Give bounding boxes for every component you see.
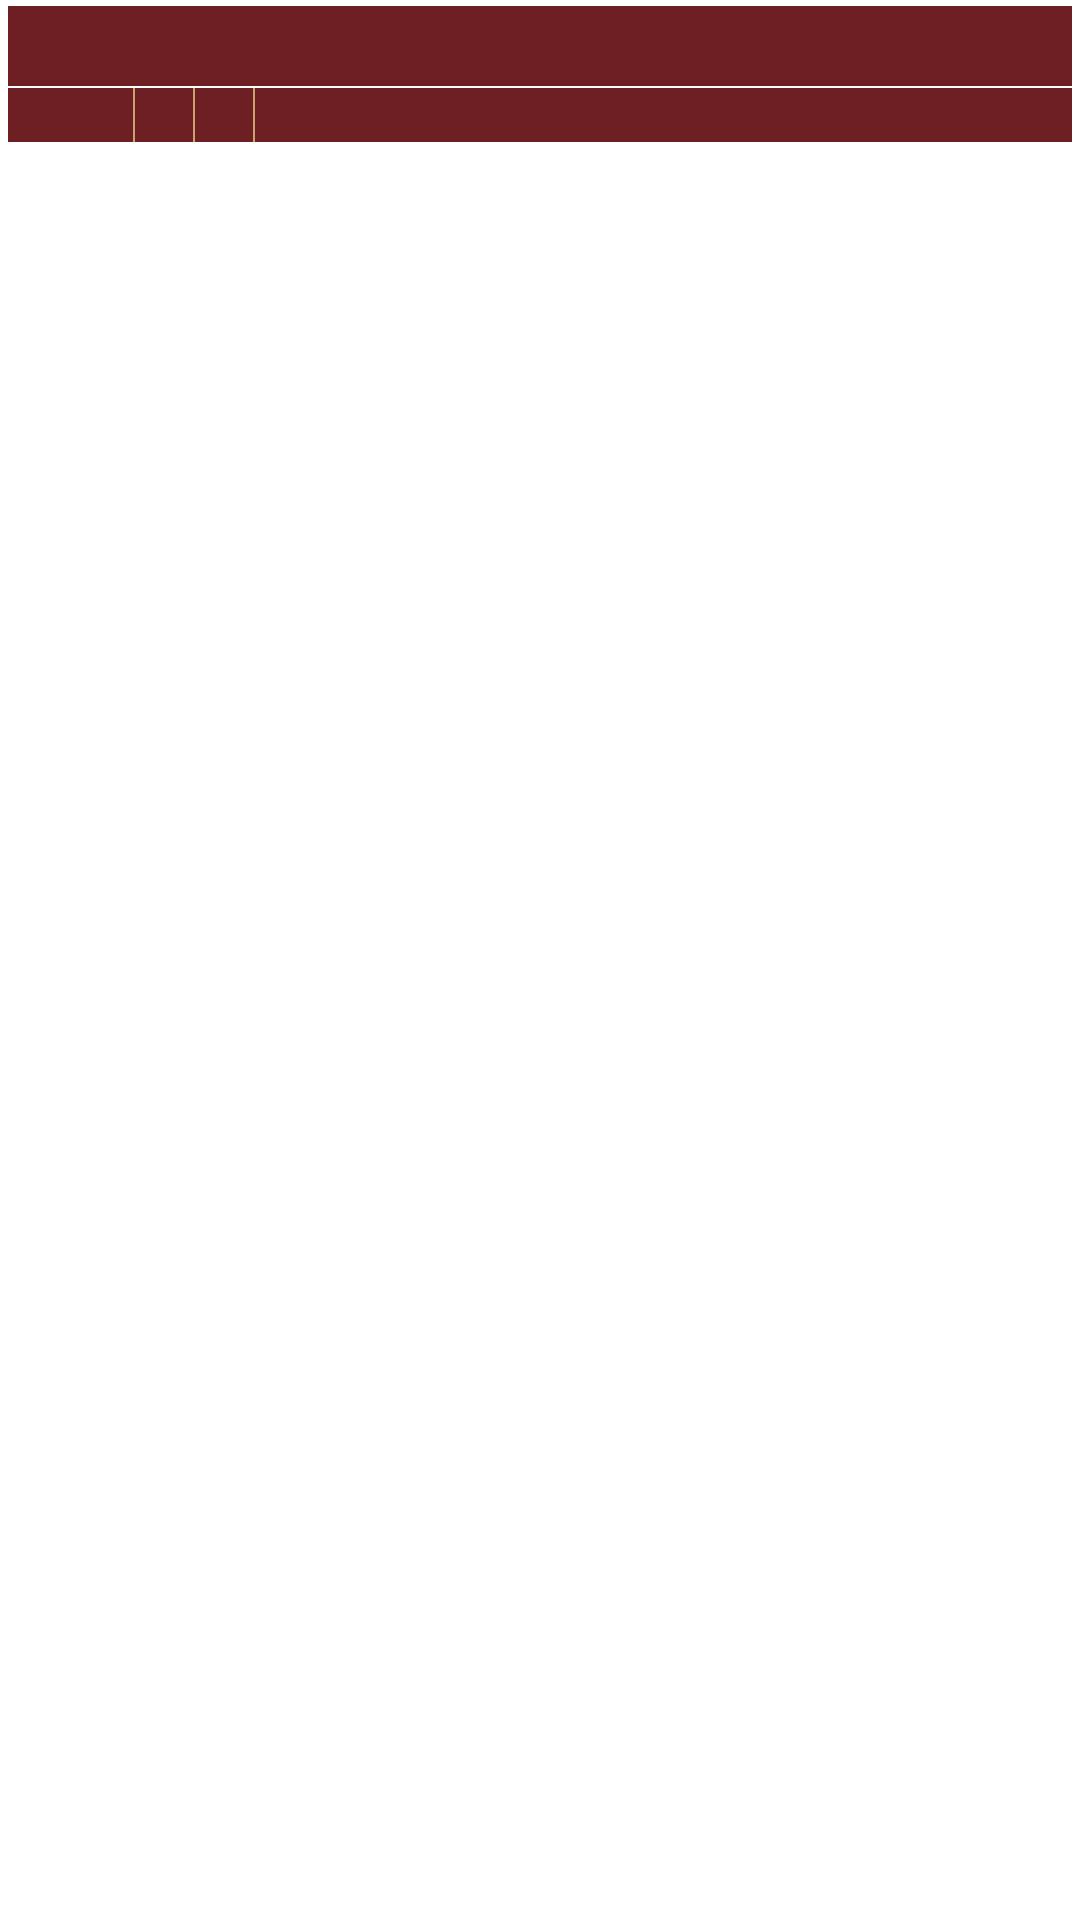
header-image [8, 88, 135, 142]
header-type [195, 88, 255, 142]
header-info [255, 88, 1072, 142]
page-title [8, 6, 1072, 86]
table-header [8, 88, 1072, 142]
header-name [135, 88, 195, 142]
